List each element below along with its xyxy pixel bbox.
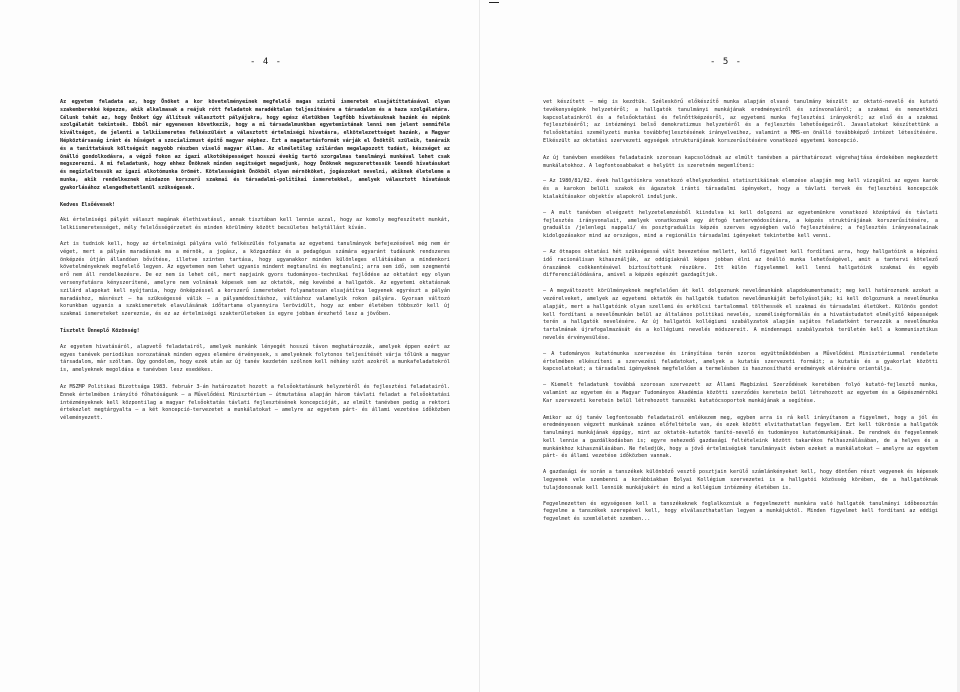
right-page (480, 0, 960, 692)
paragraph: vet készített – még is kezdtük. Széleskörű előkészítő munka alapján olvasó tanulmány készült az oktató-nevelő és kutató tevékenységünk helyzetéről; a hallgatók tanulmányi munkájának eredményeiről és színvonaláról; a szakmai és nemzetközi kapcsolatainkról és a felsőoktatási és felnőttképzésről, az egyetemi munka fejlesztési irányokról; az első és a szakmai fejlesztéséről; az intézményi belső demokratizmus helyzetéről és a fejlesztés lehetőségeiről. Javaslatokat készítettünk a felsőoktatási személyzeti munka továbbfejlesztésének irányelveihez, valamint a MMS-en önálló továbbképző intézet létesítésére. Elkészült az oktatási szervezeti egységek strukturájának korszerűsítésére vonatkozó egyetemi koncepció. (543, 99, 938, 144)
paragraph: Az új tanévben esedékes feladataink szorosan kapcsolódnak az elmúlt tanévben a párthatározat végrehajtása érdekében megkezdett munkálatokhoz. A legfontosabbakat e helyütt is szeretném megemlíteni: (543, 154, 938, 169)
page-number: - 4 - (250, 57, 283, 67)
list-item: – Kiemelt feladatunk továbbá szorosan szervezett az Állami Magbizási Szerződések keretében folyó kutató-fejlesztő munka, valamint az egyetem és a Magyar Tudományos Akadémia közötti szerződés keretein belül létrehozott az egyetem és a Gépészmérnöki Kar szervezeti keretein belül létrehozott tanszéki kutatócsoportok munkájának a segítése. (543, 382, 938, 404)
task-list (543, 178, 938, 405)
paragraph: Azt is tudniok kell, hogy az értelmiségi pályára való felkészülés folyamata az egyetemi tanulmányok befejezésével még nem ér véget, mert a pályán maradásnak ma a mérnök, a jogász, a közgazdász és a pedagógus számára egyaránt tudásunk rendszeres önképzés útján állandóan bővítése, illetve szinten tartása, hogy ugyanakkor minden különleges ellátásában a mindenkori követelményeknek megfelelő legyen. Az egyetemen nem lehet ugyanis mindent megtanulni és megtanulni; arra sem idő, sem szegmenté erő nem áll rendelkezésre. De ez nem is lehet cél, mert napjaink gyors tudományos-technikai fejlődése az oktatást egy olyan versenyfutásra kényszerítené, amelyre nem volnának képesek sem az oktatók, még kevésbé a hallgatók. Az egyetemi oktatásnak szilárd alapokat kell nyújtania, hogy önképzéssel a korszerű ismereteket folyamatosan elsajátítva legyenek egyrészt a pályán maradáshoz, másrészt – ha szükségessé válik – a pályamódosításhoz, váltáshoz valamelyik rokon pályára. Gyorsan változó korunkban ugyanis a szakismeretek elavulásának időtartama olyannyira lerövidült, hogy az ember életében többször kell új szakmai ismereteket szereznie, és ez az értelmiségi szakterületeken is egyre jobban érezhető lesz a jövőben. (60, 240, 450, 318)
paragraph: Az egyetem feladata az, hogy Önöket a kor követelményeinek megfelelő magas szintű ismeretek elsajátíttatásával olyan szakemberekké képezze, akik alkalmasak a reájuk rótt feladatok maradéktalan teljesítésére a társadalom és a haza szolgálatára. Célunk tehát az, hogy Önöket úgy állítsuk választott pályájukra, hogy egész életükben legfőbb hivatásuknak hazánk és népünk szolgálatát tekintsék. Ebből már egyenesen következik, hogy a mi társadalmunkban egyetemistának lenni nem jelent semmiféle kiváltságot, de jelenti a lelkiismeretes felkészülést a választott értelmiségi hivatásra, elkötelezettséget hazánk, a Magyar Népköztársaság iránt és hűséget a szocializmust építő magyar néphez. Ezt a magatartásformát várják el Önöktől szüleik, tanáraik és a tanittatásuk költségeit nagyobb részben viselő magyar állam. Az elméletileg szilárdan megalapozott tudást, készséget az önálló gondolkodásra, a végző fokon az igazi alkotóképességet hosszú évekig tartó szorgalmas tanulmányi munkával lehet csak megszerezni. A mi feladatunk, hogy ehhez Önöknek minden segítséget megadjunk, hogy Önöknek megszerettessük leendő hivatásukat és megizleltessük az igazi alkotómunka örömét. Kötelességünk Önökből olyan mérnököket, jogászokat nevelni, akiknek életeleme a munka, akik rendelkeznek mindazon korszerű szakmai és társadalmi-politikai ismeretekkel, amelyek választott hivatásuk gyakorlásához elengedhetetlenül szükségesek. (60, 99, 450, 191)
list-item: – A megváltozott körülményeknek megfelelően át kell dolgoznunk nevelőmunkánk alapdokumentumait; meg kell határoznunk azokat a vezérelveket, amelyek az egyetemi oktatók és hallgatók tudatos nevelőmunkáját befolyásolják; ki kell dolgoznunk a nevelőmunka alapját, mert a hallgatóink olyan szellemi és erkölcsi tartalommal tölthessék el szakmai és társadalmi életüket. Különös gondot kell fordítani a nevelőmunkán belül az általános politikai nevelés, személiségformálás és a hivatástudatot elmélyítő képességek terén a hallgatók nevelésére. Az új hallgatói kollégiumi szabályzatok alapján sajátos feladatként tervezzük a nevelőmunka tartalmának újrafogalmazását és a kollégiumi nevelés módszereit. A mindennapi szabályzatok területén kell a kommunisztikus nevelés érvényesülése. (543, 288, 938, 341)
left-text-column (60, 99, 450, 431)
paragraph: Fegyelmezetten és egységesen kell a tanszékeknek foglalkozniuk a fegyelmezett munkára való hallgatók tanulmányi időbeosztás fegyelme a tanszékek szerepével kell, hogy elválaszthatatlan legyen a munkájuktól. Minden figyelmet kell fordítani az eddigi fegyelmet és szemléletét szemben... (543, 500, 938, 523)
paragraph: Amikor az új tanév legfontosabb feladatairól emlékezem meg, egyben arra is rá kell irányítanom a figyelmet, hogy a jól és eredményesen végzett munkának számos előfeltétele van, és ezek között elvitathatatlan fegyelem. Ezt kell tükrönie a hallgatók tanulmányi munkájának éppúgy, mint az oktatók-kutatók tanító-nevelő és tudományos kutatómunkájának. De rendnek és fegyelemnek kell lennie a gazdálkodásban is; egyre nehezedő gazdasági feltételeink között takarékos felhasználásában, de a helyes és a munkánkhoz kihasználásában. Ne feledjük, hogy a jövő értelmiségiek tanulmányait évben ezeket a munkálatokat – amelyre az egyetem párt- és állami vezetése időközben vannak. (543, 414, 938, 460)
list-item: – A mult tanévben elvégzett helyzetelemzésből kiindulva ki kell dolgozni az egyetemünkre vonatkozó középtávú és távlati fejlesztés irányvonalait, amelyek vonatkoznak egy átfogó tantervmódosításra, a képzés struktúrájának korszerűsítésére, a graduális /jelenlegi nappali/ és posztgraduális képzés szerves egységben való fejlesztésére; a fejlesztés irányvonalainak kidolgozásakor mind az országos, mind a regionális társadalmi igényeket tekintetbe kell venni. (543, 209, 938, 240)
paragraph: Az egyetem hivatásáról, alapvető feladatairól, amelyek munkánk lényegét hosszú távon meghatározzák, amelyek éppen ezért az egyes tanévek periodikus sorozatának minden egyes elemére érvényesek, s amelyeknek folytonos teljesítését várja tőlünk a magyar társadalom, már szóltam. Úgy gondolom, hogy ezek után az új tanév kezdetén szólnom kell néhány szót azokról a munkafeladatokról is, amelyeknek megoldása e tanévben lesz esedékes. (60, 343, 450, 374)
paragraph: A gazdasági év során a tanszékek különböző vesztő posztjain kerülő számlánkényeket kell, hogy döntően részt vegyenek és képesek legyenek vele szembenni a korábbiakban Bolyai Kollégium szervezetei is a hallgatói közösség körében, de a hallgatóknak tulajdonosnak kell lenniük munkájukért és mind a kollégium intézmény életében is. (543, 469, 938, 491)
page-number: - 5 - (710, 57, 743, 67)
right-text-column (543, 99, 938, 532)
list-item: – A tudományos kutatómunka szervezése és irányítása terén szoros együttműködésben a Művelődési Minisztériummal rendelete értelmében elkészíteni a szervezési feladatokat, amelyek a kutatás szervezeti formáit; a kutatás és a gyakorlat közötti kapcsolatokat; a társadalmi igényeknek megfelelően a termelésben is hasznosítható eredmények elérésére orientálja. (543, 350, 938, 373)
list-item: – Az ötnapos oktatási hét szükségessé vált bevezetése mellett, kellő figyelmet kell fordítani arra, hogy hallgatóink a képzési idő racionálisan kihasználják, az oddigiaknál képes jobban élni az önálló munka lehetőségével, amit a tantervi kötelező óraszámok csökkentésével biztosítottunk részükre. Itt külön figyelemmel kell lenni hallgatóink szakmai és egyéb differenciálódására, amivel a képzés egészét gazdagítjuk. (543, 248, 938, 279)
list-item: – Az 1980/81/82. évek hallgatóinkra vonatkozó elhelyezkedési statisztikáinak elemzése alapján meg kell vizsgálni az egyes karok és a karokon belüli szakok és ágazatok iránti társadalmi igényeket, hogy a távlati tervek és fejlesztési koncepciók kialakításakor objektív alapokról induljunk. (543, 178, 938, 200)
paragraph: Aki értelmiségi pályát választ magának élethivatásul, annak tisztában kell lennie azzal, hogy az komoly megfeszített munkát, lelkiismeretességet, mély felelősségérzetet és minden körülmény között becsületes helytállást kíván. (60, 217, 450, 232)
salutation: Tisztelt Ünneplő Közönség! (60, 327, 140, 334)
paragraph: Az MSZMP Politikai Bizottsága 1983. február 3-án határozatot hozott a felsőoktatásunk helyzetéről és fejlesztési feladatairól. Ennek értelmében irányító főhatóságunk – a Művelődési Minisztérium – útmutatása alapján három távlati feladat a felsőoktatási intézményeknek kell központilag a magyar felsőoktatás távlati fejlesztésének koncepcióját, az elmúlt tanévben pedig a rektori értekezlet megtárgyalta – a két koncepció-tervezetet a munkálatokat – amelyre az egyetem párt- és állami vezetése időközben véleményezett. (60, 383, 450, 422)
salutation: Kedves Elsőévesek! (60, 201, 116, 208)
